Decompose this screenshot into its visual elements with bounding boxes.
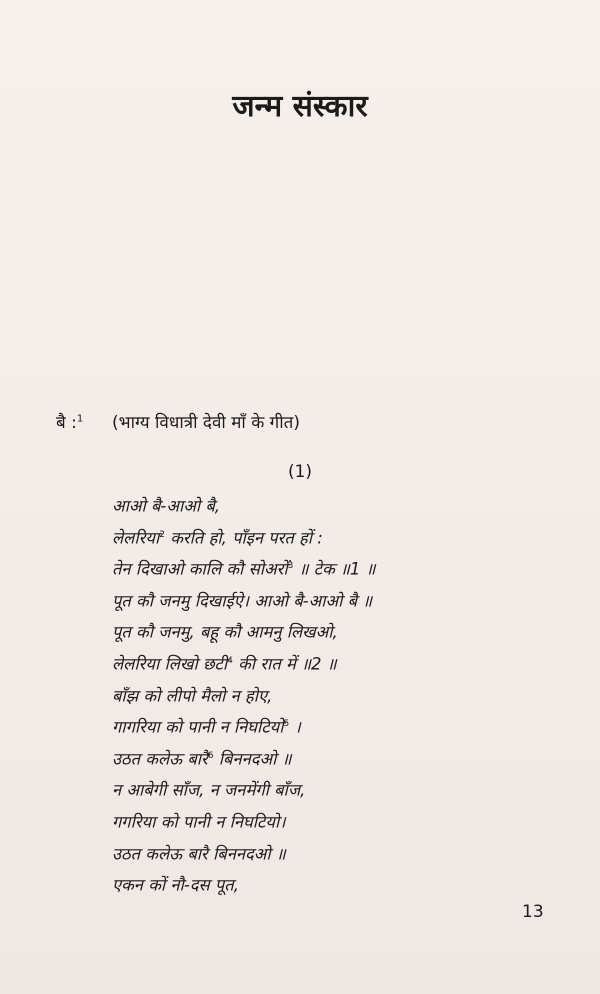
footnote-marker: 4 — [227, 655, 233, 666]
verse-text: बिननदओ ॥ — [213, 749, 292, 769]
verse-block — [112, 488, 582, 899]
page-title: जन्म संस्कार — [232, 89, 368, 124]
verse-text: लेलरिया — [112, 528, 160, 548]
song-number: (1) — [287, 462, 313, 482]
verse-line — [112, 488, 582, 520]
verse-text: गगरिया को पानी न निघटियो। — [112, 812, 286, 832]
footnote-marker: 5 — [283, 719, 290, 730]
verse-text: उठत कलेऊ बारै बिननदओ ॥ — [112, 844, 286, 864]
verse-line — [112, 709, 582, 741]
verse-text: लेलरिया लिखो छटी — [112, 654, 228, 674]
verse-line — [112, 804, 582, 836]
verse-line — [112, 614, 582, 646]
section-label — [56, 410, 112, 433]
section-label-text: बै : — [56, 413, 77, 433]
verse-text: न आबेगी साँज, न जनमेंगी बाँज, — [112, 780, 306, 800]
verse-text: । — [289, 717, 301, 737]
verse-text: पूत कौ जनमु दिखाईऐ। आओ बै-आओ बै ॥ — [112, 591, 373, 611]
verse-line — [112, 741, 582, 773]
verse-text: बाँझ को लीपो मैलो न होए, — [112, 686, 273, 706]
footnote-marker: 6 — [207, 750, 214, 761]
verse-text: ॥ टेक ॥1 ॥ — [293, 559, 376, 579]
section-subtitle: (भाग्य विधात्री देवी माँ के गीत) — [112, 413, 300, 433]
verse-text: आओ बै-आओ बै, — [112, 496, 221, 516]
footnote-marker: 3 — [287, 561, 294, 572]
verse-text: उठत कलेऊ बारै — [112, 749, 208, 769]
verse-line — [112, 772, 582, 804]
verse-text: एकन कों नौ-दस पूत, — [112, 875, 239, 895]
verse-line — [112, 678, 582, 710]
page-number: 13 — [522, 902, 544, 922]
verse-line — [112, 551, 582, 583]
verse-text: करति हो, पाँइन परत हों : — [164, 528, 323, 548]
section-heading — [56, 410, 300, 433]
verse-line — [112, 646, 582, 678]
footnote-marker: 1 — [76, 413, 84, 425]
footnote-marker: 2 — [159, 529, 165, 540]
verse-line — [112, 583, 582, 615]
verse-text: तेन दिखाओ कालि कौ सोअरों — [112, 559, 288, 579]
verse-line — [112, 836, 582, 868]
verse-text: पूत कौ जनमु, बहू कौ आमनु लिखओ, — [112, 622, 338, 642]
verse-line — [112, 520, 582, 552]
verse-text: की रात में ॥2 ॥ — [232, 654, 337, 674]
verse-text: गागरिया को पानी न निघटियो — [112, 717, 284, 737]
verse-line — [112, 867, 582, 899]
